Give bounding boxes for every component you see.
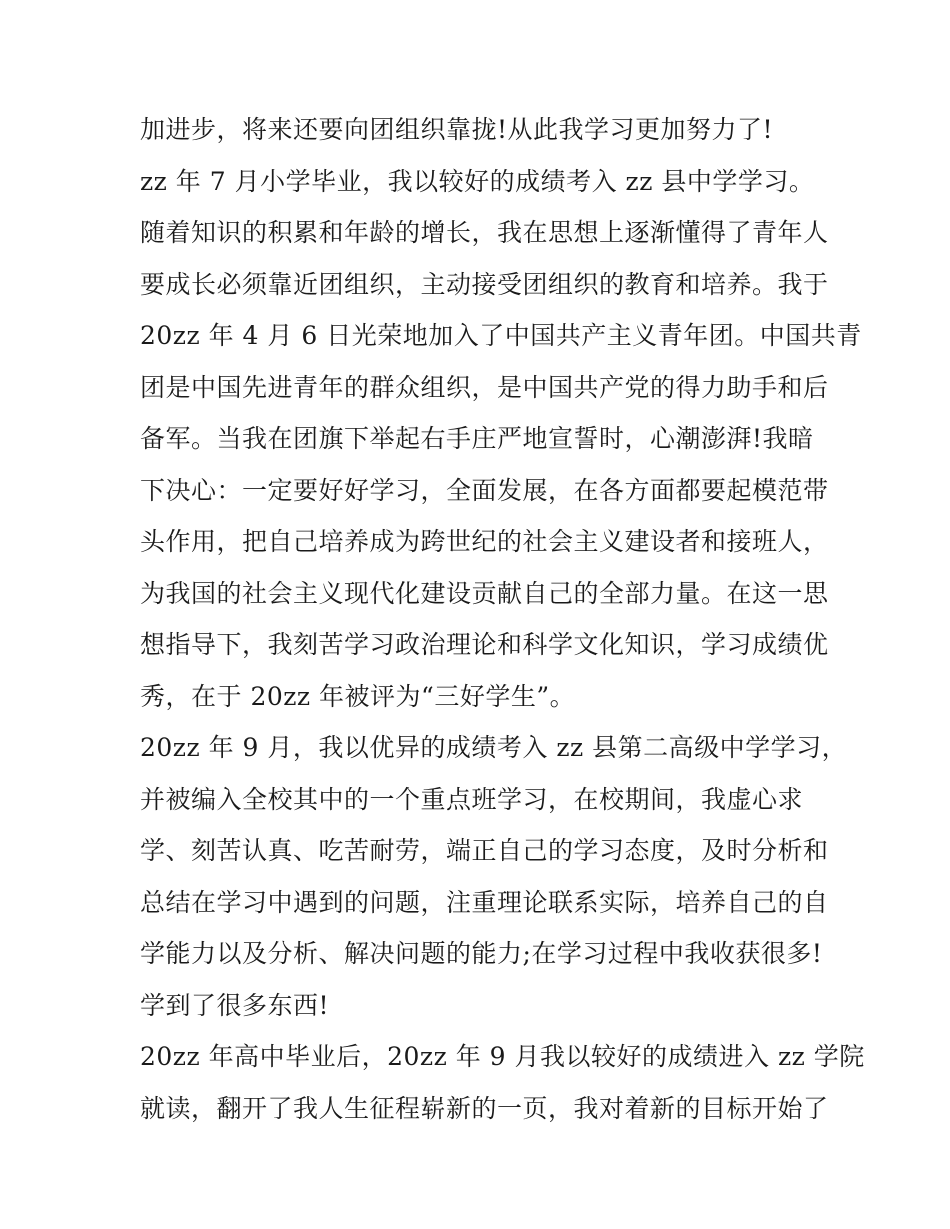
text-line: 为我国的社会主义现代化建设贡献自己的全部力量。在这一思 bbox=[140, 578, 829, 608]
text-line: 秀，在于 20zz 年被评为“三好学生”。 bbox=[140, 681, 576, 711]
text-line: 总结在学习中遇到的问题，注重理论联系实际，培养自己的自 bbox=[140, 887, 829, 917]
text-line: zz 年 7 月小学毕业，我以较好的成绩考入 zz 县中学学习。 bbox=[140, 166, 815, 196]
text-line: 20zz 年 4 月 6 日光荣地加入了中国共产主义青年团。中国共青 bbox=[140, 321, 862, 350]
text-line: 团是中国先进青年的群众组织，是中国共产党的得力助手和后 bbox=[140, 372, 829, 402]
text-line: 就读，翻开了我人生征程崭新的一页，我对着新的目标开始了 bbox=[140, 1093, 829, 1123]
document-body bbox=[140, 104, 865, 1134]
text-line: 学、刻苦认真、吃苦耐劳，端正自己的学习态度，及时分析和 bbox=[140, 836, 829, 865]
text-line: 并被编入全校其中的一个重点班学习，在校期间，我虚心求 bbox=[140, 784, 804, 814]
text-line: 加进步，将来还要向团组织靠拢!从此我学习更加努力了! bbox=[140, 115, 774, 144]
text-line: 头作用，把自己培养成为跨世纪的社会主义建设者和接班人， bbox=[140, 527, 829, 556]
text-line: 要成长必须靠近团组织，主动接受团组织的教育和培养。我于 bbox=[140, 269, 829, 299]
text-line: 想指导下，我刻苦学习政治理论和科学文化知识，学习成绩优 bbox=[140, 630, 829, 659]
text-line: 学到了很多东西! bbox=[140, 990, 330, 1020]
text-line: 下决心：一定要好好学习，全面发展，在各方面都要起模范带 bbox=[140, 475, 829, 505]
text-line: 学能力以及分析、解决问题的能力;在学习过程中我收获很多! bbox=[140, 939, 823, 968]
text-line: 随着知识的积累和年龄的增长，我在思想上逐渐懂得了青年人 bbox=[140, 218, 829, 247]
text-line: 备军。当我在团旗下举起右手庄严地宣誓时，心潮澎湃!我暗 bbox=[140, 424, 814, 453]
text-line: 20zz 年高中毕业后，20zz 年 9 月我以较好的成绩进入 zz 学院 bbox=[140, 1042, 865, 1071]
text-line: 20zz 年 9 月，我以优异的成绩考入 zz 县第二高级中学学习， bbox=[140, 733, 848, 762]
